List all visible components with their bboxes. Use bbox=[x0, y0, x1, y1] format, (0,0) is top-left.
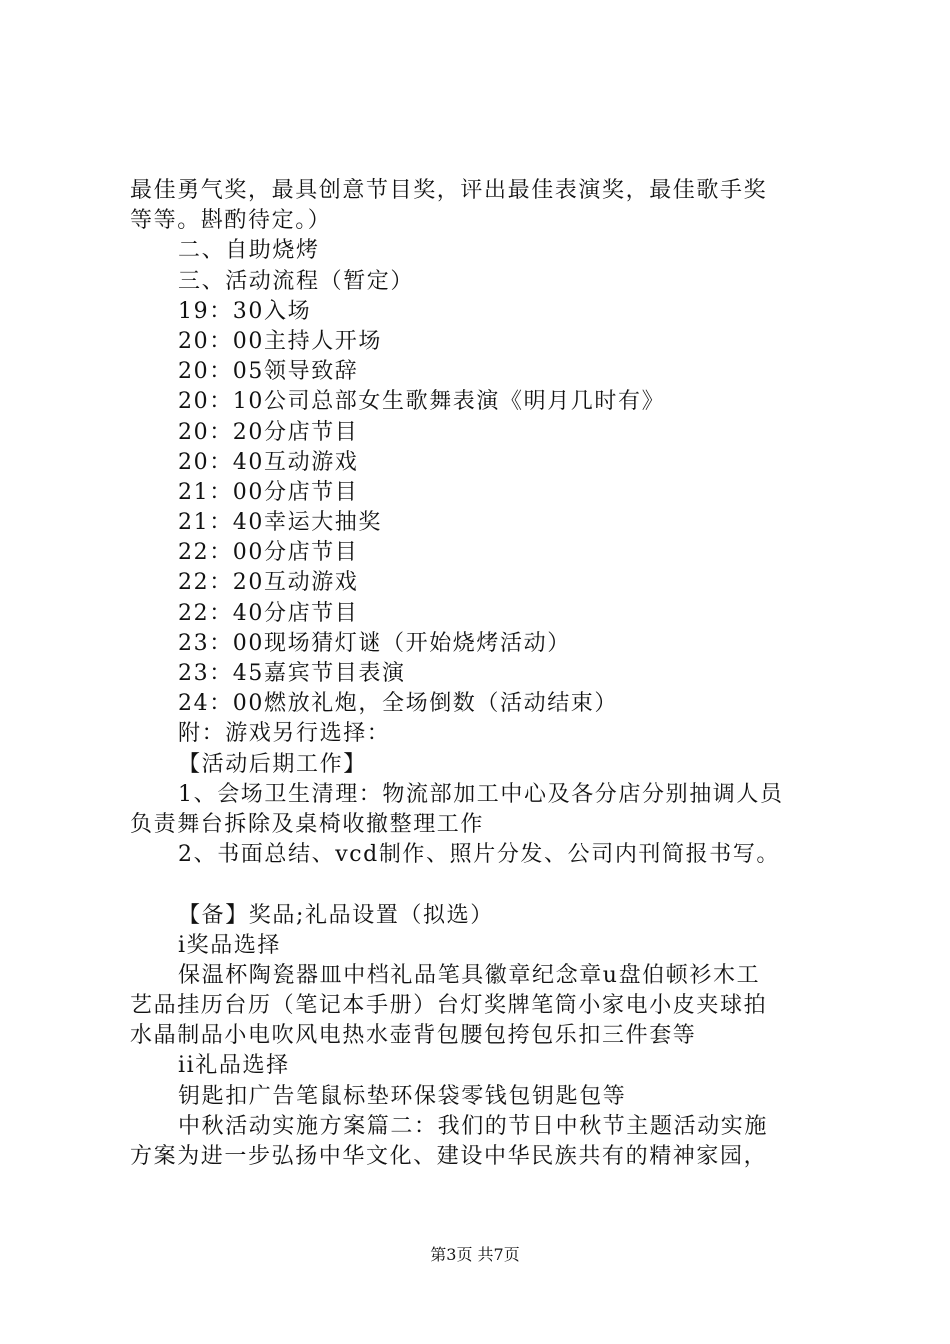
schedule-item: 22：20互动游戏 bbox=[178, 570, 359, 596]
paragraph-line: 保温杯陶瓷器皿中档礼品笔具徽章纪念章u盘伯顿衫木工 bbox=[178, 962, 761, 988]
schedule-item: 23：00现场猜灯谜（开始烧烤活动） bbox=[178, 630, 571, 656]
paragraph-line: 水晶制品小电吹风电热水壶背包腰包挎包乐扣三件套等 bbox=[130, 1023, 697, 1049]
paragraph-line: 方案为进一步弘扬中华文化、建设中华民族共有的精神家园， bbox=[130, 1144, 768, 1169]
section-heading: 三、活动流程（暂定） bbox=[178, 268, 415, 294]
schedule-item: 21：40幸运大抽奖 bbox=[178, 510, 382, 536]
section-heading: 【活动后期工作】 bbox=[178, 751, 367, 777]
paragraph-line: 艺品挂历台历（笔记本手册）台灯奖牌笔筒小家电小皮夹球拍 bbox=[130, 993, 768, 1019]
paragraph-line: 负责舞台拆除及桌椅收撤整理工作 bbox=[130, 811, 485, 837]
schedule-item: 20：40互动游戏 bbox=[178, 449, 359, 475]
schedule-item: 19：30入场 bbox=[178, 298, 312, 324]
schedule-item: 23：45嘉宾节目表演 bbox=[178, 661, 406, 686]
paragraph-line: 附：游戏另行选择： bbox=[178, 721, 391, 747]
schedule-item: 22：00分店节目 bbox=[178, 540, 359, 566]
schedule-item: 20：20分店节目 bbox=[178, 419, 359, 445]
section-heading: 【备】奖品;礼品设置（拟选） bbox=[178, 902, 494, 928]
blank-line bbox=[130, 870, 830, 900]
schedule-item: 20：10公司总部女生歌舞表演《明月几时有》 bbox=[178, 389, 666, 415]
sub-heading: i奖品选择 bbox=[178, 932, 282, 958]
schedule-item: 21：00分店节目 bbox=[178, 479, 359, 505]
schedule-item: 22：40分店节目 bbox=[178, 600, 359, 626]
schedule-item: 24：00燃放礼炮，全场倒数（活动结束） bbox=[178, 691, 618, 717]
document-body bbox=[130, 176, 830, 1172]
schedule-item: 20：00主持人开场 bbox=[178, 328, 382, 354]
sub-heading: ii礼品选择 bbox=[178, 1053, 290, 1079]
section-heading: 二、自助烧烤 bbox=[178, 238, 320, 264]
page-number-footer: 第3页 共7页 bbox=[430, 1245, 520, 1264]
paragraph-line: 等等。斟酌待定。） bbox=[130, 208, 332, 234]
paragraph-line: 2、书面总结、vcd制作、照片分发、公司内刊简报书写。 bbox=[178, 842, 781, 868]
paragraph-line: 中秋活动实施方案篇二：我们的节日中秋节主题活动实施 bbox=[178, 1113, 769, 1139]
paragraph-line: 钥匙扣广告笔鼠标垫环保袋零钱包钥匙包等 bbox=[178, 1083, 627, 1109]
paragraph-line: 最佳勇气奖，最具创意节目奖，评出最佳表演奖，最佳歌手奖 bbox=[130, 178, 768, 203]
schedule-item: 20：05领导致辞 bbox=[178, 359, 359, 385]
paragraph-line: 1、会场卫生清理：物流部加工中心及各分店分别抽调人员 bbox=[178, 781, 784, 807]
